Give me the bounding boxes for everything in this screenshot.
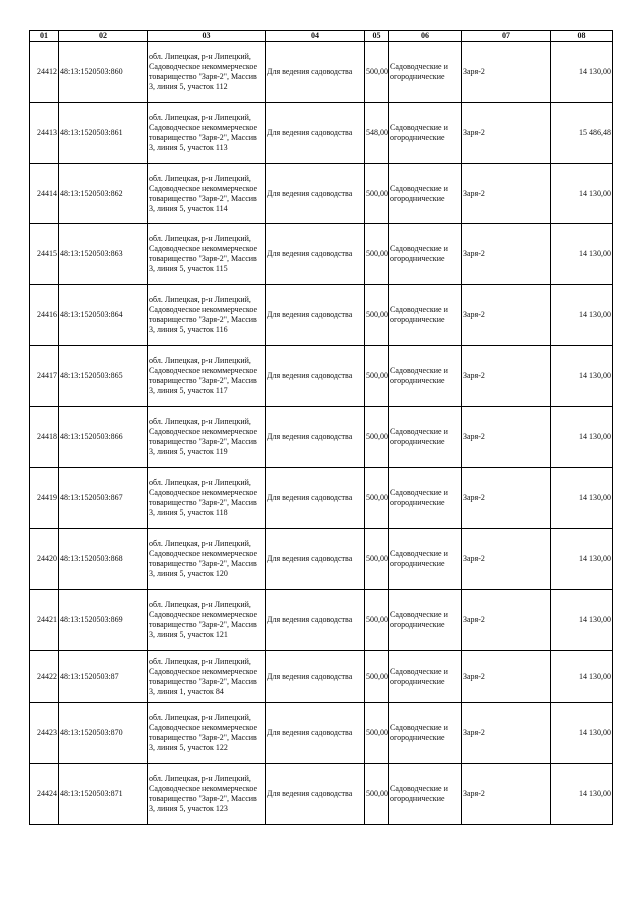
cadastral-value-cell: 15 486,48 [551, 103, 613, 164]
cadastral-value-cell: 14 130,00 [551, 703, 613, 764]
cadastral-number-cell: 48:13:1520503:863 [59, 224, 148, 285]
association-cell: Заря-2 [462, 703, 551, 764]
association-cell: Заря-2 [462, 529, 551, 590]
record-id-cell: 24423 [30, 703, 59, 764]
association-cell: Заря-2 [462, 42, 551, 103]
table-row [30, 164, 613, 224]
record-id-cell: 24412 [30, 42, 59, 103]
land-category-cell: Садоводческие и огороднические [389, 590, 462, 651]
table-row [30, 285, 613, 346]
area-cell: 500,00 [365, 590, 389, 651]
land-category-cell: Садоводческие и огороднические [389, 285, 462, 346]
area-cell: 500,00 [365, 529, 389, 590]
permitted-use-cell: Для ведения садоводства [266, 346, 365, 407]
area-cell: 500,00 [365, 468, 389, 529]
cadastral-number-cell: 48:13:1520503:862 [59, 164, 148, 224]
permitted-use-cell: Для ведения садоводства [266, 651, 365, 703]
land-category-cell: Садоводческие и огороднические [389, 764, 462, 825]
cadastral-number-cell: 48:13:1520503:868 [59, 529, 148, 590]
record-id-cell: 24418 [30, 407, 59, 468]
area-cell: 500,00 [365, 651, 389, 703]
record-id-cell: 24419 [30, 468, 59, 529]
record-id-cell: 24414 [30, 164, 59, 224]
cadastral-number-cell: 48:13:1520503:860 [59, 42, 148, 103]
address-cell: обл. Липецкая, р-н Липецкий, Садоводческое некоммерческое товарищество "Заря-2", Массив 3, линия 5, участок 119 [148, 407, 266, 468]
address-cell: обл. Липецкая, р-н Липецкий, Садоводческое некоммерческое товарищество "Заря-2", Массив 3, линия 5, участок 116 [148, 285, 266, 346]
association-cell: Заря-2 [462, 224, 551, 285]
cadastral-number-cell: 48:13:1520503:870 [59, 703, 148, 764]
area-cell: 500,00 [365, 285, 389, 346]
cadastral-value-cell: 14 130,00 [551, 529, 613, 590]
record-id-cell: 24421 [30, 590, 59, 651]
table-header [30, 31, 613, 42]
cadastral-value-cell: 14 130,00 [551, 164, 613, 224]
cadastral-number-cell: 48:13:1520503:865 [59, 346, 148, 407]
land-category-cell: Садоводческие и огороднические [389, 346, 462, 407]
association-cell: Заря-2 [462, 164, 551, 224]
permitted-use-cell: Для ведения садоводства [266, 42, 365, 103]
area-cell: 548,00 [365, 103, 389, 164]
address-cell: обл. Липецкая, р-н Липецкий, Садоводческое некоммерческое товарищество "Заря-2", Массив 3, линия 5, участок 113 [148, 103, 266, 164]
record-id-cell: 24424 [30, 764, 59, 825]
land-category-cell: Садоводческие и огороднические [389, 407, 462, 468]
table-row [30, 764, 613, 825]
table-row [30, 346, 613, 407]
column-header-03: 03 [148, 31, 266, 42]
cadastral-number-cell: 48:13:1520503:871 [59, 764, 148, 825]
land-category-cell: Садоводческие и огороднические [389, 529, 462, 590]
cadastral-value-cell: 14 130,00 [551, 346, 613, 407]
cadastral-number-cell: 48:13:1520503:867 [59, 468, 148, 529]
record-id-cell: 24417 [30, 346, 59, 407]
association-cell: Заря-2 [462, 103, 551, 164]
cadastral-number-cell: 48:13:1520503:869 [59, 590, 148, 651]
record-id-cell: 24413 [30, 103, 59, 164]
land-category-cell: Садоводческие и огороднические [389, 468, 462, 529]
table-row [30, 224, 613, 285]
cadastral-number-cell: 48:13:1520503:87 [59, 651, 148, 703]
land-category-cell: Садоводческие и огороднические [389, 42, 462, 103]
column-header-08: 08 [551, 31, 613, 42]
cadastral-value-cell: 14 130,00 [551, 407, 613, 468]
cadastral-number-cell: 48:13:1520503:861 [59, 103, 148, 164]
column-header-07: 07 [462, 31, 551, 42]
cadastral-number-cell: 48:13:1520503:864 [59, 285, 148, 346]
area-cell: 500,00 [365, 346, 389, 407]
record-id-cell: 24415 [30, 224, 59, 285]
column-header-06: 06 [389, 31, 462, 42]
table-row [30, 103, 613, 164]
table-body [30, 42, 613, 825]
land-register-table [29, 30, 613, 825]
address-cell: обл. Липецкая, р-н Липецкий, Садоводческое некоммерческое товарищество "Заря-2", Массив 3, линия 5, участок 120 [148, 529, 266, 590]
header-row [30, 31, 613, 42]
permitted-use-cell: Для ведения садоводства [266, 529, 365, 590]
cadastral-value-cell: 14 130,00 [551, 651, 613, 703]
table-row [30, 651, 613, 703]
land-category-cell: Садоводческие и огороднические [389, 224, 462, 285]
address-cell: обл. Липецкая, р-н Липецкий, Садоводческое некоммерческое товарищество "Заря-2", Массив 3, линия 5, участок 123 [148, 764, 266, 825]
area-cell: 500,00 [365, 764, 389, 825]
permitted-use-cell: Для ведения садоводства [266, 703, 365, 764]
address-cell: обл. Липецкая, р-н Липецкий, Садоводческое некоммерческое товарищество "Заря-2", Массив 3, линия 5, участок 118 [148, 468, 266, 529]
record-id-cell: 24420 [30, 529, 59, 590]
cadastral-value-cell: 14 130,00 [551, 285, 613, 346]
record-id-cell: 24416 [30, 285, 59, 346]
area-cell: 500,00 [365, 224, 389, 285]
address-cell: обл. Липецкая, р-н Липецкий, Садоводческое некоммерческое товарищество "Заря-2", Массив 3, линия 5, участок 122 [148, 703, 266, 764]
address-cell: обл. Липецкая, р-н Липецкий, Садоводческое некоммерческое товарищество "Заря-2", Массив 3, линия 5, участок 115 [148, 224, 266, 285]
table-row [30, 703, 613, 764]
cadastral-value-cell: 14 130,00 [551, 764, 613, 825]
cadastral-value-cell: 14 130,00 [551, 468, 613, 529]
table-row [30, 590, 613, 651]
column-header-02: 02 [59, 31, 148, 42]
association-cell: Заря-2 [462, 651, 551, 703]
permitted-use-cell: Для ведения садоводства [266, 224, 365, 285]
land-category-cell: Садоводческие и огороднические [389, 703, 462, 764]
table-row [30, 407, 613, 468]
area-cell: 500,00 [365, 42, 389, 103]
association-cell: Заря-2 [462, 590, 551, 651]
land-category-cell: Садоводческие и огороднические [389, 164, 462, 224]
permitted-use-cell: Для ведения садоводства [266, 285, 365, 346]
area-cell: 500,00 [365, 407, 389, 468]
cadastral-number-cell: 48:13:1520503:866 [59, 407, 148, 468]
association-cell: Заря-2 [462, 346, 551, 407]
address-cell: обл. Липецкая, р-н Липецкий, Садоводческое некоммерческое товарищество "Заря-2", Массив 3, линия 5, участок 112 [148, 42, 266, 103]
permitted-use-cell: Для ведения садоводства [266, 590, 365, 651]
permitted-use-cell: Для ведения садоводства [266, 468, 365, 529]
permitted-use-cell: Для ведения садоводства [266, 164, 365, 224]
address-cell: обл. Липецкая, р-н Липецкий, Садоводческое некоммерческое товарищество "Заря-2", Массив 3, линия 5, участок 117 [148, 346, 266, 407]
table-row [30, 42, 613, 103]
association-cell: Заря-2 [462, 764, 551, 825]
permitted-use-cell: Для ведения садоводства [266, 103, 365, 164]
table-row [30, 468, 613, 529]
cadastral-value-cell: 14 130,00 [551, 590, 613, 651]
association-cell: Заря-2 [462, 468, 551, 529]
record-id-cell: 24422 [30, 651, 59, 703]
permitted-use-cell: Для ведения садоводства [266, 764, 365, 825]
address-cell: обл. Липецкая, р-н Липецкий, Садоводческое некоммерческое товарищество "Заря-2", Массив 3, линия 5, участок 121 [148, 590, 266, 651]
column-header-05: 05 [365, 31, 389, 42]
table-row [30, 529, 613, 590]
cadastral-value-cell: 14 130,00 [551, 42, 613, 103]
cadastral-value-cell: 14 130,00 [551, 224, 613, 285]
address-cell: обл. Липецкая, р-н Липецкий, Садоводческое некоммерческое товарищество "Заря-2", Массив 3, линия 1, участок 84 [148, 651, 266, 703]
land-category-cell: Садоводческие и огороднические [389, 103, 462, 164]
address-cell: обл. Липецкая, р-н Липецкий, Садоводческое некоммерческое товарищество "Заря-2", Массив 3, линия 5, участок 114 [148, 164, 266, 224]
land-category-cell: Садоводческие и огороднические [389, 651, 462, 703]
association-cell: Заря-2 [462, 407, 551, 468]
permitted-use-cell: Для ведения садоводства [266, 407, 365, 468]
column-header-04: 04 [266, 31, 365, 42]
area-cell: 500,00 [365, 703, 389, 764]
association-cell: Заря-2 [462, 285, 551, 346]
area-cell: 500,00 [365, 164, 389, 224]
column-header-01: 01 [30, 31, 59, 42]
